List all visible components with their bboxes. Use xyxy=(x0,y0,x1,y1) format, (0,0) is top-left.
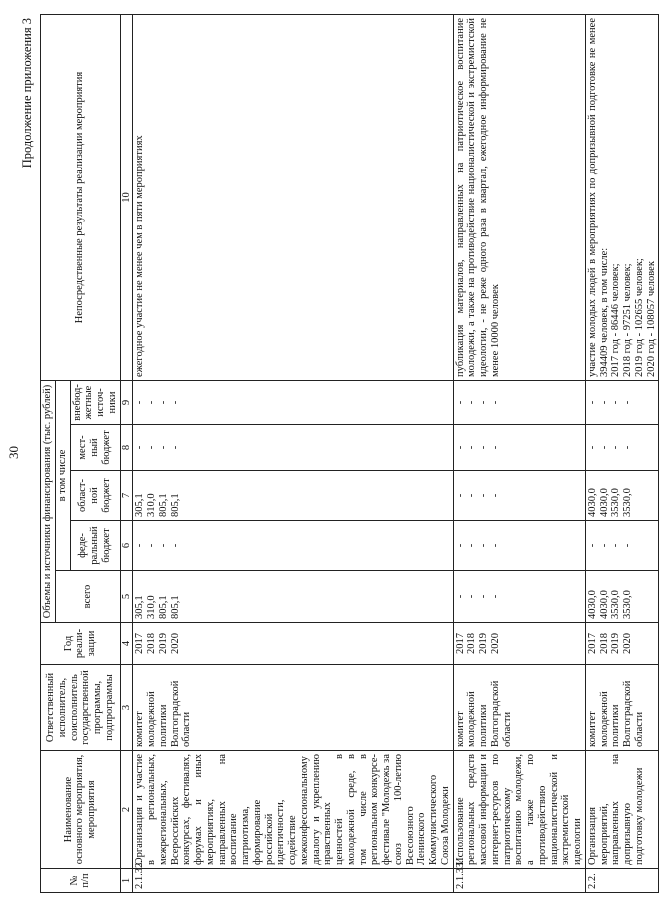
value: - xyxy=(454,445,466,450)
year: 2020 xyxy=(489,633,501,654)
value: - xyxy=(489,543,501,548)
value: - xyxy=(478,400,489,405)
value: - xyxy=(146,400,157,405)
header-name: Наименование основного мероприятия, мероприятия xyxy=(41,751,121,869)
value: - xyxy=(134,400,146,405)
year: 2020 xyxy=(169,633,181,654)
value: - xyxy=(489,400,501,405)
value: - xyxy=(134,445,146,450)
value: - xyxy=(489,493,501,498)
value: 805,1 xyxy=(169,595,181,619)
value: 805,1 xyxy=(157,493,169,517)
row-extra xyxy=(453,381,585,425)
value: - xyxy=(146,445,157,450)
value: - xyxy=(454,543,466,548)
year: 2017 xyxy=(586,633,598,654)
row-result: публикация материалов, направленных на патриотическое воспитание молодежи, а также на противодействие националистической и экстремистской идеологии, - не реже одного раза в квартал, ежегодное информирование не менее 10000 человек xyxy=(453,15,585,381)
value: - xyxy=(586,400,598,405)
row-name-text: Организация и участие в региональных, межрегиональных, Всероссийских конкурсах, фестивалях, форумах и иных мероприятиях, направленных на воспитание патриотизма, формирование российской идентичности, содействие межконфессиональному диалогу и укреплению нравственных ценностей в молодежной среде, в том числе в региональном конкурсе-фестивале "Молодежь за союз 100-летию Всесоюзного Ленинского Коммунистического Союза Молодежи xyxy=(134,754,451,865)
row-federal xyxy=(585,521,659,571)
value: - xyxy=(598,543,610,548)
value: - xyxy=(157,445,169,450)
header-funding: Объемы и источники финансирования (тыс. рублей) xyxy=(41,381,56,623)
row-regional xyxy=(133,471,453,521)
table-row xyxy=(133,15,453,893)
row-extra xyxy=(585,381,659,425)
header-federal: феде-ральный бюджет xyxy=(70,521,120,571)
header-extra: внебюд-жетные источ-ники xyxy=(70,381,120,425)
value: - xyxy=(489,594,501,599)
value: 3530,0 xyxy=(622,590,633,619)
value: 305,1 xyxy=(134,493,146,517)
page-number: 30 xyxy=(6,446,21,459)
row-executor: комитет молодежной политики Волгоградской области xyxy=(585,665,659,751)
row-local xyxy=(133,425,453,471)
value: 3530,0 xyxy=(610,590,622,619)
colnum: 5 xyxy=(120,571,133,623)
header-including: в том числе xyxy=(55,381,70,571)
value: 4030,0 xyxy=(586,590,598,619)
header-local: мест-ный бюджет xyxy=(70,425,120,471)
value: - xyxy=(586,543,598,548)
value: - xyxy=(622,445,633,450)
header-total: всего xyxy=(55,571,120,623)
value: - xyxy=(466,543,478,548)
header-results: Непосредственные результаты реализации мероприятия xyxy=(41,15,121,381)
year: 2019 xyxy=(610,633,622,654)
program-table xyxy=(40,14,659,893)
row-total xyxy=(585,571,659,623)
value: - xyxy=(622,400,633,405)
row-executor: комитет молодежной политики Волгоградской области xyxy=(453,665,585,751)
result-line: 2018 год - 97251 человек; xyxy=(622,263,633,377)
value: - xyxy=(454,493,466,498)
value: - xyxy=(478,493,489,498)
value: - xyxy=(610,400,622,405)
row-number: 2.1.32. xyxy=(133,869,453,893)
value: - xyxy=(586,445,598,450)
row-local xyxy=(453,425,585,471)
year: 2018 xyxy=(146,633,157,654)
value: - xyxy=(466,594,478,599)
result-text: участие молодых людей в мероприятиях по допризывной подготовке не менее 394409 человек, в том числе: xyxy=(586,18,610,377)
value: - xyxy=(157,400,169,405)
value: 4030,0 xyxy=(586,488,598,517)
year: 2017 xyxy=(134,633,146,654)
row-local xyxy=(585,425,659,471)
result-line: 2019 год - 102655 человек; xyxy=(633,258,645,377)
value: 3530,0 xyxy=(622,488,633,517)
value: - xyxy=(454,400,466,405)
row-federal xyxy=(133,521,453,571)
row-number: 2.1.33. xyxy=(453,869,585,893)
colnum: 4 xyxy=(120,623,133,665)
table-row xyxy=(585,15,659,893)
colnum: 2 xyxy=(120,751,133,869)
value: - xyxy=(478,445,489,450)
value: 310,0 xyxy=(146,595,157,619)
row-years xyxy=(133,623,453,665)
row-result: ежегодное участие не менее чем в пяти мероприятиях xyxy=(133,15,453,381)
value: 805,1 xyxy=(169,493,181,517)
value: - xyxy=(598,400,610,405)
value: - xyxy=(157,543,169,548)
header-regional: област-ной бюджет xyxy=(70,471,120,521)
value: - xyxy=(466,400,478,405)
row-number: 2.2. xyxy=(585,869,659,893)
header-num: № п/п xyxy=(41,869,121,893)
row-years xyxy=(453,623,585,665)
row-name: Организация мероприятий, направленных на допризывную подготовку молодежи xyxy=(585,751,659,869)
row-extra xyxy=(133,381,453,425)
row-regional xyxy=(585,471,659,521)
value: - xyxy=(610,445,622,450)
value: - xyxy=(169,445,181,450)
row-total xyxy=(453,571,585,623)
value: 3530,0 xyxy=(610,488,622,517)
value: - xyxy=(622,543,633,548)
colnum: 3 xyxy=(120,665,133,751)
value: - xyxy=(466,445,478,450)
result-line: 2017 год - 86446 человек; xyxy=(610,263,622,377)
value: 310,0 xyxy=(146,493,157,517)
header-year: Год реали-зации xyxy=(41,623,121,665)
colnum: 6 xyxy=(120,521,133,571)
year: 2018 xyxy=(466,633,478,654)
value: - xyxy=(454,594,466,599)
row-name xyxy=(133,751,453,869)
row-federal xyxy=(453,521,585,571)
header-executor: Ответственный исполнитель, соисполнитель государственной программы, подпрограммы xyxy=(41,665,121,751)
colnum: 1 xyxy=(120,869,133,893)
colnum: 10 xyxy=(120,15,133,381)
value: - xyxy=(169,543,181,548)
year: 2017 xyxy=(454,633,466,654)
value: - xyxy=(489,445,501,450)
result-line: 2020 год - 108057 человек xyxy=(645,261,657,377)
continuation-note: Продолжение приложения 3 xyxy=(20,18,34,169)
value: - xyxy=(478,543,489,548)
year: 2019 xyxy=(478,633,489,654)
value: - xyxy=(610,543,622,548)
row-executor: комитет молодежной политики Волгоградской области xyxy=(133,665,453,751)
row-result xyxy=(585,15,659,381)
row-total xyxy=(133,571,453,623)
row-name: Использование региональных средств массовой информации и интернет-ресурсов по патриотическому воспитанию молодежи, а также по противодействию националистической и экстремистской идеологии xyxy=(453,751,585,869)
row-regional xyxy=(453,471,585,521)
value: 305,1 xyxy=(134,595,146,619)
value: 805,1 xyxy=(157,595,169,619)
value: 4030,0 xyxy=(598,590,610,619)
colnum: 7 xyxy=(120,471,133,521)
value: - xyxy=(478,594,489,599)
year: 2019 xyxy=(157,633,169,654)
value: - xyxy=(134,543,146,548)
column-numbers-row xyxy=(120,15,133,893)
value: - xyxy=(169,400,181,405)
table-row xyxy=(453,15,585,893)
colnum: 8 xyxy=(120,425,133,471)
year: 2020 xyxy=(622,633,633,654)
value: - xyxy=(146,543,157,548)
year: 2018 xyxy=(598,633,610,654)
value: 4030,0 xyxy=(598,488,610,517)
value: - xyxy=(598,445,610,450)
value: - xyxy=(466,493,478,498)
row-years xyxy=(585,623,659,665)
colnum: 9 xyxy=(120,381,133,425)
